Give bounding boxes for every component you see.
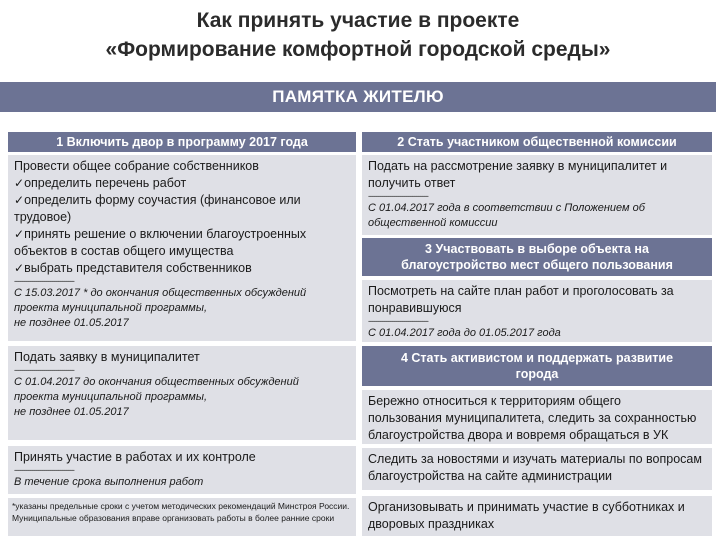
application-text: Подать заявку в муниципалитет	[14, 350, 200, 364]
step-2-text: Подать на рассмотрение заявку в муниципалитет и	[368, 159, 668, 173]
step-3-box	[362, 280, 712, 342]
step-3-header-line: 3 Участвовать в выборе объекта на	[425, 242, 649, 256]
separator: ------------------------------	[14, 465, 74, 475]
step-4-item-text: Бережно относиться к территориям общего	[368, 394, 621, 408]
footnote: *указаны предельные сроки с учетом методических рекомендаций Минстроя России. Муниципальные образования вправе организовать работы в более ранние сроки	[12, 501, 350, 523]
title-line-1: Как принять участие в проекте	[196, 9, 520, 32]
deadline-note: С 01.04.2017 до окончания общественных обсуждений	[14, 376, 299, 388]
deadline-note: проекта муниципальной программы,	[14, 391, 207, 403]
step-4-item-text: дворовых праздниках	[368, 517, 495, 531]
step-4-item-text: пользования муниципалитета, следить за сохранностью	[368, 411, 697, 425]
step-3-text: Посмотреть на сайте план работ и проголосовать за	[368, 284, 674, 298]
step-4-item-text: благоустройства на сайте администрации	[368, 469, 613, 483]
step-4-item-text: Организовывать и принимать участие в субботниках и	[368, 500, 685, 514]
step-4-item-box	[362, 448, 712, 490]
step-3-header-line: благоустройство мест общего пользования	[401, 258, 673, 272]
step-3-text: понравившуюся	[368, 301, 462, 315]
check-item: ✓ выбрать представителя собственников	[14, 260, 350, 277]
step-2-text: получить ответ	[368, 176, 456, 190]
footnote-box	[8, 498, 356, 536]
step-2-box	[362, 155, 712, 235]
separator: ------------------------------	[14, 365, 74, 375]
step-4-item-text: Следить за новостями и изучать материалы по вопросам	[368, 452, 702, 466]
separator: ------------------------------	[368, 191, 428, 201]
separator: ------------------------------	[368, 316, 428, 326]
step-1-header: 1 Включить двор в программу 2017 года	[8, 132, 356, 152]
check-item: ✓ принять решение о включении благоустроенных	[14, 226, 350, 243]
step-3-header	[362, 238, 712, 276]
deadline-note: не позднее 01.05.2017	[14, 406, 129, 418]
check-item-continued: трудовое)	[14, 210, 72, 224]
title-line-2: «Формирование комфортной городской среды»	[105, 38, 611, 61]
step-1-works-box	[8, 446, 356, 494]
separator: ------------------------------	[14, 276, 74, 286]
check-item-continued: объектов в состав общего имущества	[14, 244, 234, 258]
step-4-item-box	[362, 390, 712, 444]
deadline-note: В течение срока выполнения работ	[14, 476, 204, 488]
check-item: ✓ определить форму соучастия (финансовое или	[14, 192, 350, 209]
deadline-note: проекта муниципальной программы,	[14, 302, 207, 314]
deadline-note: не позднее 01.05.2017	[14, 317, 129, 329]
step-4-header	[362, 346, 712, 386]
step-2-header: 2 Стать участником общественной комиссии	[362, 132, 712, 152]
page-title	[0, 6, 716, 64]
deadline-note: С 01.04.2017 года в соответствии с Положением об	[368, 202, 645, 214]
deadline-note: С 15.03.2017 * до окончания общественных обсуждений	[14, 287, 307, 299]
step-1-intro: Провести общее собрание собственников	[14, 159, 259, 173]
works-text: Принять участие в работах и их контроле	[14, 450, 256, 464]
memo-banner: ПАМЯТКА ЖИТЕЛЮ	[0, 82, 716, 112]
check-item: ✓ определить перечень работ	[14, 175, 350, 192]
step-1-application-box	[8, 346, 356, 440]
deadline-note: С 01.04.2017 года до 01.05.2017 года	[368, 327, 561, 339]
step-4-header-line: 4 Стать активистом и поддержать развитие	[400, 351, 674, 365]
step-4-header-line: города	[515, 367, 559, 381]
step-4-item-text: благоустройства двора и вовремя обращаться в УК	[368, 428, 669, 442]
deadline-note: общественной комиссии	[368, 217, 498, 229]
step-4-item-box	[362, 496, 712, 536]
step-1-meeting-box	[8, 155, 356, 341]
